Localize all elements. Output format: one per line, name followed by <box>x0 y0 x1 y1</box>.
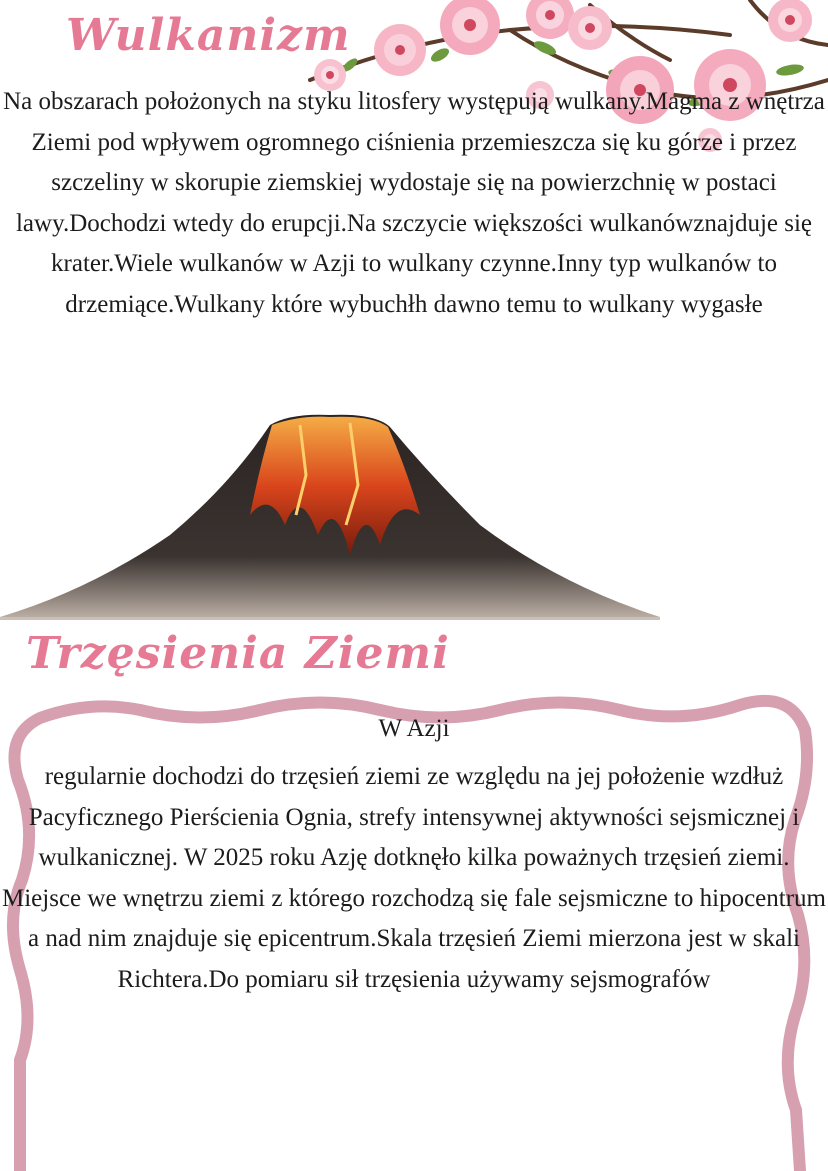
volcanism-paragraph: Na obszarach położonych na styku litosfery występują wulkany.Magma z wnętrza Ziemi pod wpływem ogromnego ciśnienia przemieszcza się ku górze i przez szczeliny w skorupie ziemskiej wydostaje się na powierzchnię w postaci lawy.Dochodzi wtedy do erupcji.Na szczycie większości wulkanówznajduje się krater.Wiele wulkanów w Azji to wulkany czynne.Inny typ wulkanów to drzemiące.Wulkany które wybuchłh dawno temu to wulkany wygasłe <box>3 88 825 318</box>
section-title-volcanism: Wulkanizm <box>66 10 351 61</box>
earthquakes-lead: W Azji <box>378 715 450 742</box>
section-title-earthquakes: Trzęsienia Ziemi <box>26 628 450 679</box>
earthquakes-paragraph: regularnie dochodzi do trzęsień ziemi ze względu na jej położenie wzdłuż Pacyficznego Pierścienia Ognia, strefy intensywnej aktywności sejsmicznej i wulkanicznej. W 2025 roku Azję dotknęło kilka poważnych trzęsień ziemi. Miejsce we wnętrzu ziemi z którego rozchodzą się fale sejsmiczne to hipocentrum a nad nim znajduje się epicentrum.Skala trzęsień Ziemi mierzona jest w skali Richtera.Do pomiaru sił trzęsienia używamy sejsmografów <box>2 763 826 993</box>
volcano-icon <box>0 405 660 620</box>
